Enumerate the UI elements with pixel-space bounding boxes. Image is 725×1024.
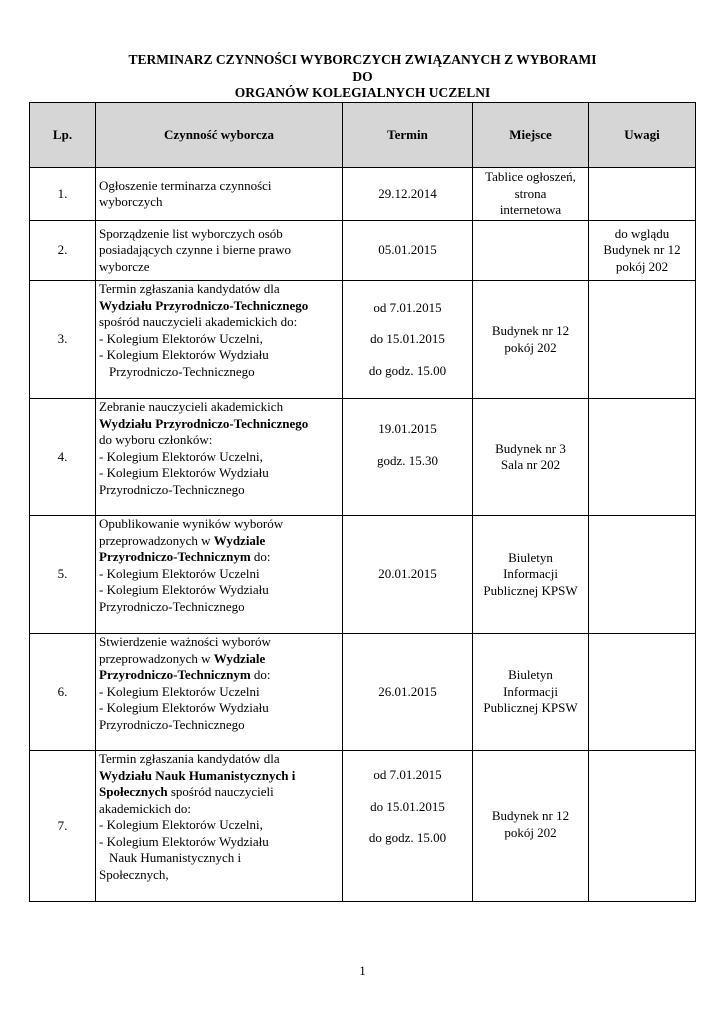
header-action: Czynność wyborcza [96, 103, 343, 168]
table-row [30, 168, 696, 221]
page-number: 1 [359, 963, 366, 978]
table-row [30, 221, 696, 281]
title-line-3: ORGANÓW KOLEGIALNYCH UCZELNI [234, 85, 491, 100]
date-line: godz. 15.30 [376, 452, 439, 468]
header-date: Termin [343, 103, 473, 168]
action-line: Termin zgłaszania kandydatów dla [99, 751, 280, 766]
row-place [473, 516, 589, 634]
action-line [99, 651, 339, 668]
place-line: Budynek nr 12 [491, 323, 570, 338]
action-text-bold: Wydziale [213, 650, 266, 666]
row-action [96, 168, 343, 221]
action-line: - Kolegium Elektorów Uczelni, [99, 448, 263, 464]
title-line-1: TERMINARZ CZYNNOŚCI WYBORCZYCH ZWIĄZANYCH Z WYBORAMI [128, 52, 597, 67]
date-line: od 7.01.2015 [373, 299, 442, 315]
action-line: - Kolegium Elektorów Uczelni, [99, 330, 263, 346]
row-place [473, 751, 589, 902]
row-place [473, 281, 589, 399]
action-line [99, 533, 339, 550]
place-line: Informacji [503, 683, 558, 699]
row-place [473, 399, 589, 516]
action-line: Stwierdzenie ważności wyborów [99, 634, 271, 649]
row-action [96, 634, 343, 751]
date-line: do godz. 15.00 [368, 830, 447, 845]
row-date: 05.01.2015 [343, 221, 473, 281]
row-notes [589, 516, 696, 634]
action-line: - Kolegium Elektorów Uczelni, [99, 817, 263, 832]
header-notes: Uwagi [589, 103, 696, 168]
place-line: Publicznej KPSW [483, 700, 578, 716]
row-notes [589, 634, 696, 751]
place-line: pokój 202 [504, 824, 557, 840]
action-line: do wyboru członków: [99, 432, 213, 447]
action-line-bold: Wydziału Przyrodniczo-Technicznego [99, 415, 309, 431]
action-line: - Kolegium Elektorów Uczelni [99, 683, 260, 699]
action-line [99, 549, 339, 566]
row-place [473, 168, 589, 221]
action-line: Przyrodniczo-Technicznego [99, 716, 245, 732]
date-line: do godz. 15.00 [368, 362, 447, 378]
row-action [96, 221, 343, 281]
row-notes [589, 168, 696, 221]
action-line: Przyrodniczo-Technicznego [99, 481, 245, 497]
action-line: Opublikowanie wyników wyborów [99, 516, 284, 531]
action-line: wyborcze [99, 258, 150, 274]
row-notes [589, 221, 696, 281]
action-line: Zebranie nauczycieli akademickich [99, 399, 284, 414]
row-date: 29.12.2014 [343, 168, 473, 221]
notes-line: do wglądu [614, 225, 670, 241]
row-date [343, 281, 473, 399]
row-notes [589, 399, 696, 516]
action-line: posiadających czynne i bierne prawo [99, 242, 292, 258]
action-text: spośród nauczycieli [167, 784, 274, 799]
row-action [96, 399, 343, 516]
row-notes [589, 751, 696, 902]
place-line: strona [514, 185, 547, 201]
action-line: - Kolegium Elektorów Wydziału [99, 347, 269, 362]
header-place: Miejsce [473, 103, 589, 168]
header-lp: Lp. [30, 103, 96, 168]
place-line: Publicznej KPSW [483, 582, 578, 598]
action-line: wyborczych [99, 194, 163, 209]
action-text: do: [250, 549, 271, 564]
row-lp: 4. [30, 399, 96, 516]
place-line: Tablice ogłoszeń, [485, 169, 576, 185]
action-line: - Kolegium Elektorów Wydziału [99, 582, 269, 597]
action-line: Społecznych, [99, 866, 169, 882]
action-text-bold: Przyrodniczo-Technicznym [99, 549, 251, 564]
table-row [30, 516, 696, 634]
date-line: do 15.01.2015 [370, 798, 445, 814]
row-date: 20.01.2015 [343, 516, 473, 634]
action-line: Nauk Humanistycznych i [109, 850, 242, 865]
date-line: od 7.01.2015 [373, 767, 442, 782]
table-row [30, 634, 696, 751]
row-date: 26.01.2015 [343, 634, 473, 751]
action-text: przeprowadzonych w [99, 532, 214, 548]
place-line: pokój 202 [504, 339, 557, 355]
row-lp: 1. [30, 168, 96, 221]
row-lp: 5. [30, 516, 96, 634]
row-lp: 3. [30, 281, 96, 399]
table-row [30, 399, 696, 516]
table-row [30, 281, 696, 399]
place-line: Budynek nr 12 [491, 808, 570, 823]
row-action [96, 281, 343, 399]
date-line: 19.01.2015 [378, 421, 437, 436]
action-line: akademickich do: [99, 800, 192, 816]
row-lp: 7. [30, 751, 96, 902]
action-line: - Kolegium Elektorów Wydziału [99, 700, 269, 715]
action-text-bold: Społecznych [99, 784, 168, 799]
action-line: - Kolegium Elektorów Wydziału [99, 833, 269, 849]
row-action [96, 751, 343, 902]
place-line: Informacji [503, 566, 558, 582]
table-row [30, 751, 696, 902]
action-text: do: [250, 667, 271, 682]
action-text-bold: Przyrodniczo-Technicznym [99, 667, 251, 682]
action-text: przeprowadzonych w [99, 650, 214, 666]
action-line: Termin zgłaszania kandydatów dla [99, 281, 280, 296]
place-line: Budynek nr 3 [495, 440, 566, 456]
row-lp: 2. [30, 221, 96, 281]
action-line: - Kolegium Elektorów Uczelni [99, 565, 260, 581]
action-line [99, 667, 339, 684]
action-line: - Kolegium Elektorów Wydziału [99, 465, 269, 480]
row-notes [589, 281, 696, 399]
table-header-row [30, 103, 696, 168]
schedule-table [29, 102, 696, 902]
document-title [0, 52, 725, 102]
date-line: do 15.01.2015 [370, 331, 445, 347]
title-line-2: DO [352, 68, 373, 84]
place-line: Sala nr 202 [500, 457, 561, 472]
row-place [473, 221, 589, 281]
place-line: internetowa [499, 202, 562, 218]
action-line: spośród nauczycieli akademickich do: [99, 314, 298, 329]
row-place [473, 634, 589, 751]
notes-line: pokój 202 [615, 258, 669, 274]
row-action [96, 516, 343, 634]
action-line: Ogłoszenie terminarza czynności [99, 177, 272, 193]
action-line: Sporządzenie list wyborczych osób [99, 225, 283, 241]
row-date [343, 751, 473, 902]
action-line-bold: Wydziału Nauk Humanistycznych i [99, 767, 296, 783]
notes-line: Budynek nr 12 [603, 242, 681, 258]
action-text-bold: Wydziale [213, 532, 266, 548]
place-line: Biuletyn [508, 667, 553, 683]
action-line [99, 784, 339, 801]
place-line: Biuletyn [508, 549, 553, 565]
row-date [343, 399, 473, 516]
action-line: Przyrodniczo-Technicznego [109, 363, 255, 379]
action-line: Przyrodniczo-Technicznego [99, 598, 245, 614]
row-lp: 6. [30, 634, 96, 751]
action-line-bold: Wydziału Przyrodniczo-Technicznego [99, 297, 309, 313]
